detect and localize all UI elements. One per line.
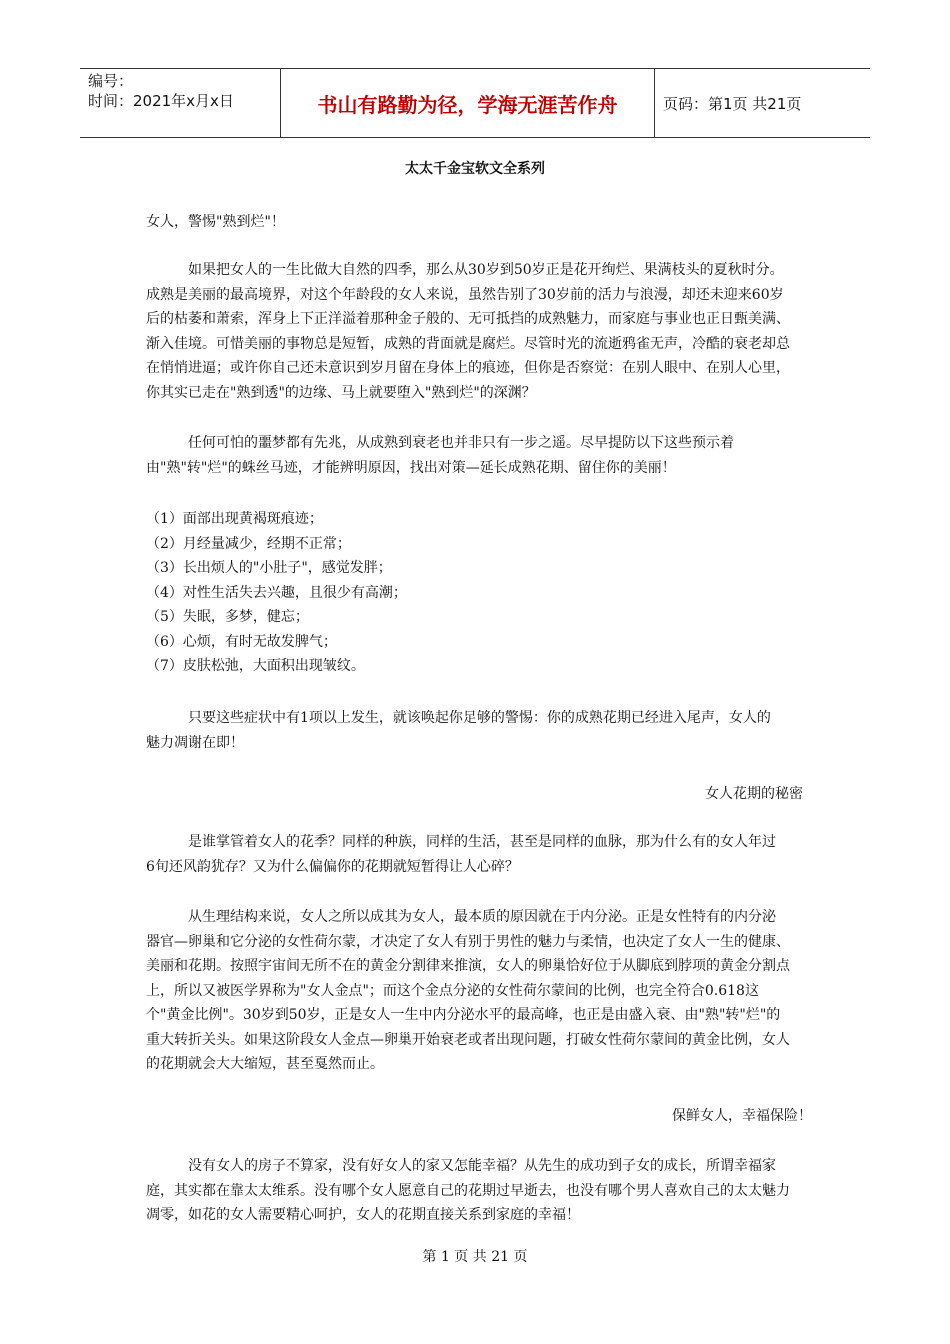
header-motto: 书山有路勤为径，学海无涯苦作舟 bbox=[280, 69, 655, 137]
list-item: （4）对性生活失去兴趣，且很少有高潮； bbox=[146, 584, 407, 601]
text-line: 美丽和花期。按照宇宙间无所不在的黄金分割律来推演，女人的卵巢恰好位于从脚底到脖项的黄金分割点 bbox=[146, 958, 790, 974]
paragraph-6 bbox=[146, 1154, 816, 1228]
text-line: 魅力凋谢在即！ bbox=[146, 734, 244, 751]
text-line: 器官—卵巢和它分泌的女性荷尔蒙，才决定了女人有别于男性的魅力与柔情，也决定了女人一生的健康、 bbox=[146, 933, 790, 950]
time-label: 时间：2021年x月x日 bbox=[88, 92, 234, 110]
header-meta bbox=[80, 69, 280, 137]
text-line: 你其实已走在"熟到透"的边缘、马上就要堕入"熟到烂"的深渊？ bbox=[146, 384, 536, 401]
text-line: 在悄悄进逼；或许你自己还未意识到岁月留在身体上的痕迹，但你是否察觉：在别人眼中、在别人心里， bbox=[146, 360, 790, 376]
text-line: 上，所以又被医学界称为"女人金点"；而这个金点分泌的女性荷尔蒙间的比例，也完全符合0.618这 bbox=[146, 982, 759, 999]
text-line: 从生理结构来说，女人之所以成其为女人，最本质的原因就在于内分泌。正是女性特有的内分泌 bbox=[146, 909, 776, 925]
list-item: （3）长出烦人的"小肚子"，感觉发胖； bbox=[146, 560, 392, 576]
paragraph-1 bbox=[146, 258, 816, 405]
paragraph-2 bbox=[146, 431, 816, 480]
text-line: 后的枯萎和萧索，浑身上下正洋溢着那种金子般的、无可抵挡的成熟魅力，而家庭与事业也正日甄美满、 bbox=[146, 311, 790, 327]
header-page-info: 页码：第1页 共21页 bbox=[663, 94, 802, 113]
section-heading-flower-period: 女人花期的秘密 bbox=[705, 786, 803, 802]
number-label: 编号： bbox=[88, 72, 134, 90]
text-line: 只要这些症状中有1项以上发生，就该唤起你足够的警惕：你的成熟花期已经进入尾声，女人的 bbox=[146, 710, 771, 726]
list-item: （6）心烦，有时无故发脾气； bbox=[146, 633, 337, 650]
text-line: 是谁掌管着女人的花季？同样的种族，同样的生活，甚至是同样的血脉，那为什么有的女人年过 bbox=[146, 834, 776, 850]
list-item: （5）失眠，多梦，健忘； bbox=[146, 609, 309, 625]
paragraph-4 bbox=[146, 830, 816, 879]
text-line: 庭，其实都在靠太太维系。没有哪个女人愿意自己的花期过早逝去，也没有哪个男人喜欢自己的太太魅力 bbox=[146, 1182, 790, 1199]
symptom-list bbox=[146, 507, 816, 679]
paragraph-5 bbox=[146, 905, 816, 1077]
text-line: 凋零，如花的女人需要精心呵护，女人的花期直接关系到家庭的幸福！ bbox=[146, 1207, 580, 1223]
page-header bbox=[80, 68, 870, 138]
text-line: 渐入佳境。可惜美丽的事物总是短暂，成熟的背面就是腐烂。尽管时光的流逝鸦雀无声，冷酷的衰老却总 bbox=[146, 335, 790, 352]
text-line: 如果把女人的一生比做大自然的四季，那么从30岁到50岁正是花开绚烂、果满枝头的夏秋时分。 bbox=[146, 262, 784, 278]
list-item: （7）皮肤松弛，大面积出现皱纹。 bbox=[146, 658, 365, 674]
section-heading-happiness: 保鲜女人，幸福保险！ bbox=[672, 1108, 812, 1124]
subtitle: 女人，警惕"熟到烂"！ bbox=[146, 214, 285, 230]
list-item: （2）月经量减少，经期不正常； bbox=[146, 535, 351, 552]
text-line: 的花期就会大大缩短，甚至戛然而止。 bbox=[146, 1056, 384, 1072]
text-line: 由"熟"转"烂"的蛛丝马迹，才能辨明原因，找出对策—延长成熟花期、留住你的美丽！ bbox=[146, 459, 676, 476]
page-footer: 第 1 页 共 21 页 bbox=[422, 1249, 528, 1265]
text-line: 6旬还风韵犹存？又为什么偏偏你的花期就短暂得让人心碎？ bbox=[146, 858, 519, 875]
text-line: 个"黄金比例"。30岁到50岁，正是女人一生中内分泌水平的最高峰，也正是由盛入衰、由"熟"转"烂"的 bbox=[146, 1007, 781, 1023]
text-line: 没有女人的房子不算家，没有好女人的家又怎能幸福？从先生的成功到子女的成长，所谓幸福家 bbox=[146, 1158, 776, 1174]
list-item: （1）面部出现黄褐斑痕迹； bbox=[146, 511, 323, 527]
text-line: 任何可怕的噩梦都有先兆，从成熟到衰老也并非只有一步之遥。尽早提防以下这些预示着 bbox=[146, 435, 734, 451]
document-title: 太太千金宝软文全系列 bbox=[405, 161, 545, 177]
text-line: 重大转折关头。如果这阶段女人金点—卵巢开始衰老或者出现问题，打破女性荷尔蒙间的黄金比例，女人 bbox=[146, 1031, 790, 1048]
text-line: 成熟是美丽的最高境界，对这个年龄段的女人来说，虽然告别了30岁前的活力与浪漫，却还未迎来60岁 bbox=[146, 286, 784, 303]
paragraph-3 bbox=[146, 706, 816, 755]
